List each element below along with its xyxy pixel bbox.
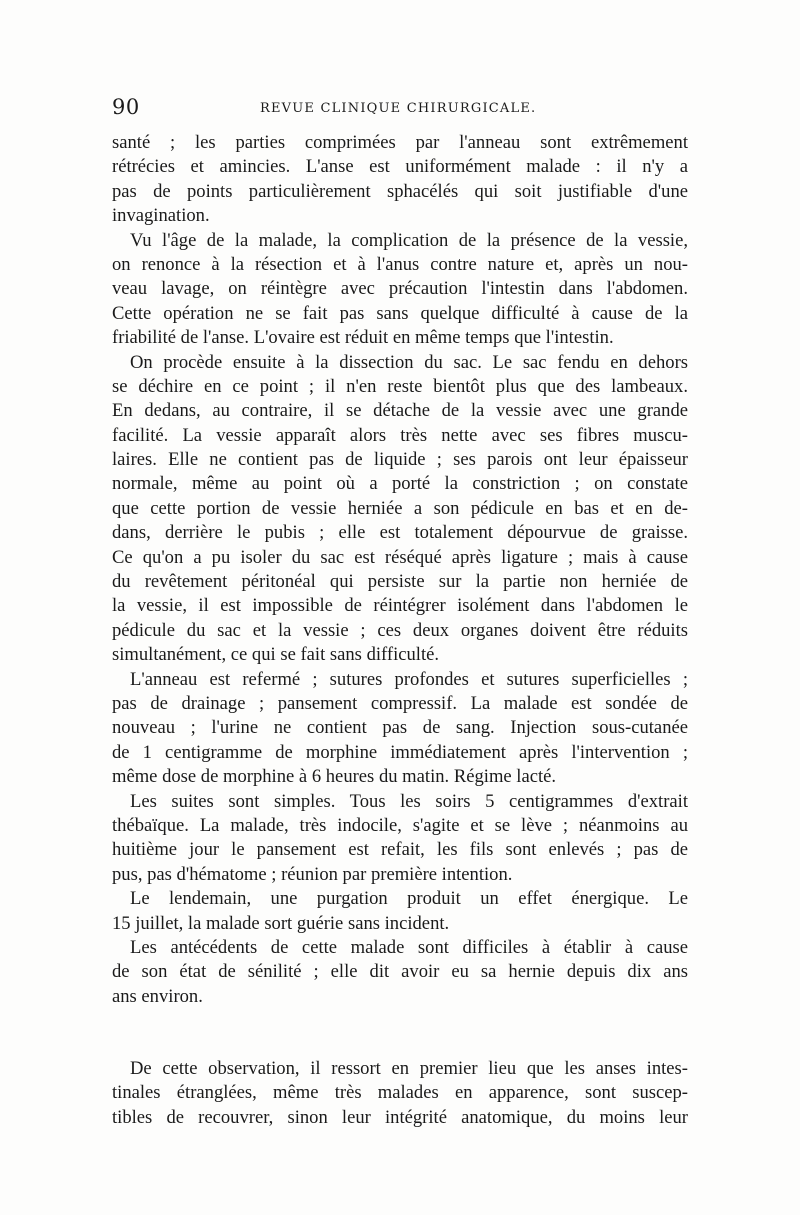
page-number: 90 [112, 95, 140, 119]
text-line: même dose de morphine à 6 heures du matin. Régime lacté. [112, 766, 557, 788]
text-line: de 1 centigramme de morphine immédiatement après l'intervention ; [112, 741, 688, 763]
text-line: De cette observation, il ressort en premier lieu que les anses intes- [130, 1058, 688, 1080]
paragraph-5 [112, 790, 688, 888]
text-line: L'anneau est refermé ; sutures profondes et sutures superficielles ; [130, 668, 688, 690]
paragraph-3 [112, 351, 688, 668]
text-line: thébaïque. La malade, très indocile, s'agite et se lève ; néanmoins au [112, 814, 688, 836]
text-line: Le lendemain, une purgation produit un effet énergique. Le [130, 888, 688, 910]
paragraph-6 [112, 887, 688, 936]
paragraph-4 [112, 668, 688, 790]
text-line: huitième jour le pansement est refait, les fils sont enlevés ; pas de [112, 839, 688, 861]
text-line: invagination. [112, 205, 210, 227]
text-line: 15 juillet, la malade sort guérie sans incident. [112, 912, 450, 934]
paragraph-2 [112, 229, 688, 351]
text-line: la vessie, il est impossible de réintégrer isolément dans l'abdomen le [112, 595, 688, 617]
text-line: Ce qu'on a pu isoler du sac est réséqué après ligature ; mais à cause [112, 546, 688, 568]
text-line: santé ; les parties comprimées par l'anneau sont extrêmement [112, 132, 688, 153]
text-line: se déchire en ce point ; il n'en reste bientôt plus que des lambeaux. [112, 375, 688, 397]
running-head: REVUE CLINIQUE CHIRURGICALE. [260, 101, 537, 116]
text-line: on renonce à la résection et à l'anus contre nature et, après un nou- [112, 253, 688, 275]
text-line: normale, même au point où a porté la constriction ; on constate [112, 473, 688, 495]
text-line: Les antécédents de cette malade sont difficiles à établir à cause [130, 936, 688, 958]
text-line: pédicule du sac et la vessie ; ces deux organes doivent être réduits [112, 619, 688, 641]
text-line: facilité. La vessie apparaît alors très nette avec ses fibres muscu- [112, 424, 688, 446]
text-line: tinales étranglées, même très malades en apparence, sont suscep- [112, 1082, 688, 1104]
text-line: friabilité de l'anse. L'ovaire est réduit en même temps que l'intestin. [112, 327, 614, 349]
section-gap [112, 1009, 688, 1057]
text-line: simultanément, ce qui se fait sans difficulté. [112, 644, 440, 666]
text-line: Vu l'âge de la malade, la complication de la présence de la vessie, [130, 229, 688, 251]
text-line: dans, derrière le pubis ; elle est totalement dépourvue de graisse. [112, 522, 688, 544]
body-text [112, 131, 688, 1130]
text-line: laires. Elle ne contient pas de liquide ; ses parois ont leur épaisseur [112, 449, 688, 471]
text-line: ans environ. [112, 985, 203, 1007]
text-line: du revêtement péritonéal qui persiste sur la partie non herniée de [112, 571, 688, 593]
text-line: En dedans, au contraire, il se détache de la vessie avec une grande [112, 400, 688, 422]
paragraph-1 [112, 131, 688, 229]
paragraph-8 [112, 1057, 688, 1130]
text-line: de son état de sénilité ; elle dit avoir eu sa hernie depuis dix ans [112, 961, 688, 983]
text-line: On procède ensuite à la dissection du sac. Le sac fendu en dehors [130, 351, 688, 373]
text-line: veau lavage, on réintègre avec précaution l'intestin dans l'abdomen. [112, 278, 688, 300]
text-line: Les suites sont simples. Tous les soirs 5 centigrammes d'extrait [130, 790, 688, 812]
text-line: pus, pas d'hématome ; réunion par première intention. [112, 863, 513, 885]
text-line: pas de points particulièrement sphacélés qui soit justifiable d'une [112, 180, 688, 202]
text-line: pas de drainage ; pansement compressif. La malade est sondée de [112, 692, 688, 714]
text-line: que cette portion de vessie herniée a son pédicule en bas et en de- [112, 497, 688, 519]
page-header [112, 95, 692, 125]
text-line: Cette opération ne se fait pas sans quelque difficulté à cause de la [112, 302, 688, 324]
text-line: rétrécies et amincies. L'anse est uniformément malade : il n'y a [112, 156, 688, 178]
text-line: tibles de recouvrer, sinon leur intégrité anatomique, du moins leur [112, 1106, 688, 1128]
text-line: nouveau ; l'urine ne contient pas de sang. Injection sous-cutanée [112, 717, 688, 739]
paragraph-7 [112, 936, 688, 1009]
